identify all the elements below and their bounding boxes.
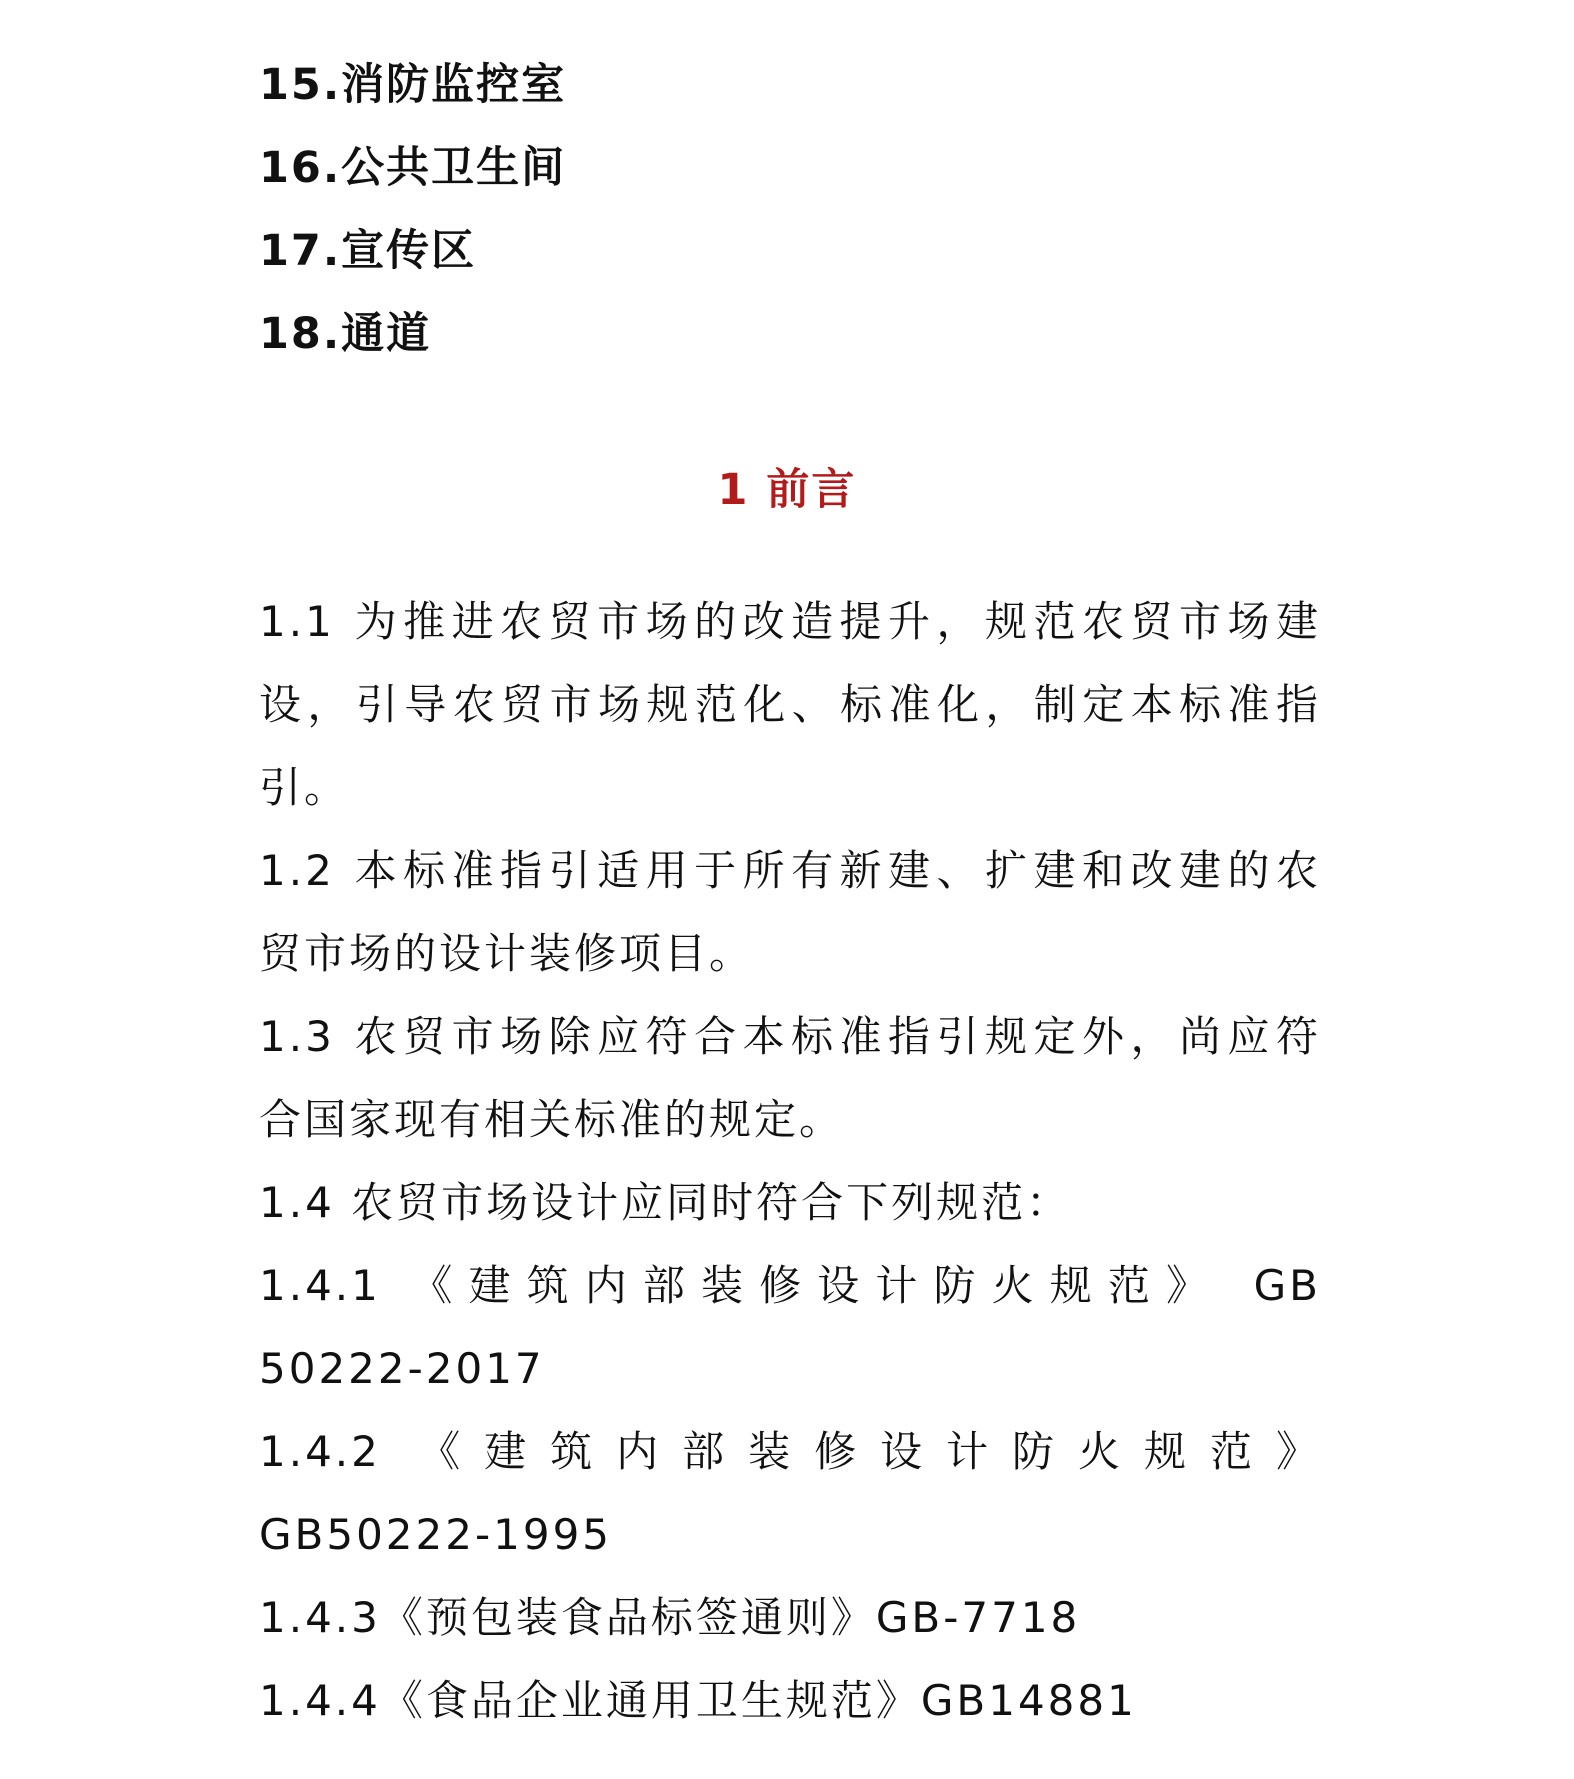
paragraph-line: 贸市场的设计装修项目。: [259, 929, 755, 978]
document-body: [259, 580, 1321, 1742]
paragraph-line: 1.4 农贸市场设计应同时符合下列规范：: [259, 1178, 1072, 1227]
toc-item-18: 18.通道: [259, 309, 432, 359]
paragraph-line: 1.4.4《食品企业通用卫生规范》GB14881: [259, 1676, 1137, 1725]
paragraph-line: 50222-2017: [259, 1344, 545, 1393]
paragraph-1-4-1: [259, 1244, 1321, 1410]
paragraph-1-3: [259, 995, 1321, 1161]
paragraph-1-4: [259, 1161, 1321, 1244]
paragraph-1-4-4: [259, 1659, 1321, 1742]
paragraph-1-2: [259, 829, 1321, 995]
paragraph-line: 引。: [259, 763, 350, 812]
toc-item-16: 16.公共卫生间: [259, 143, 567, 193]
paragraph-line: 1.4.1 《建筑内部装修设计防火规范》 GB: [259, 1261, 1321, 1310]
paragraph-1-4-2: [259, 1410, 1321, 1576]
paragraph-line: 1.3 农贸市场除应符合本标准指引规定外，尚应符: [259, 1012, 1321, 1061]
toc-item-17: 17.宣传区: [259, 226, 477, 276]
paragraph-line: 1.4.2 《建筑内部装修设计防火规范》: [259, 1427, 1321, 1476]
paragraph-line: GB50222-1995: [259, 1510, 613, 1559]
paragraph-1-4-3: [259, 1576, 1321, 1659]
toc-item-15: 15.消防监控室: [259, 60, 567, 110]
paragraph-line: 1.4.3《预包装食品标签通则》GB-7718: [259, 1593, 1081, 1642]
paragraph-line: 1.2 本标准指引适用于所有新建、扩建和改建的农: [259, 846, 1321, 895]
paragraph-line: 设，引导农贸市场规范化、标准化，制定本标准指: [259, 680, 1321, 729]
section-title: 1 前言: [717, 465, 857, 515]
table-of-contents: [259, 44, 1319, 376]
paragraph-line: 合国家现有相关标准的规定。: [259, 1095, 845, 1144]
paragraph-line: 1.1 为推进农贸市场的改造提升，规范农贸市场建: [259, 597, 1321, 646]
paragraph-1-1: [259, 580, 1321, 829]
